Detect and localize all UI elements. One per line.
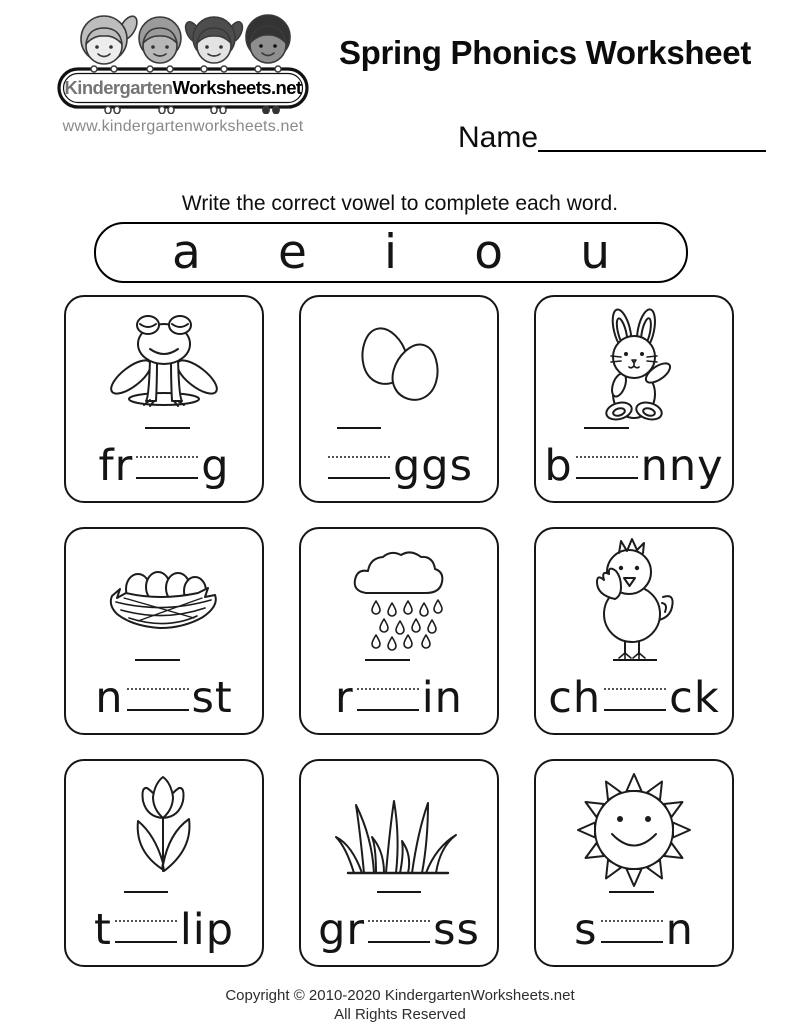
instruction-text: Write the correct vowel to complete each word. <box>181 192 619 215</box>
vowel-letter: u <box>580 225 610 280</box>
word-prefix: t <box>93 905 112 955</box>
word-with-blank <box>93 891 235 955</box>
word-with-blank <box>325 427 473 491</box>
brand-second: Worksheets.net <box>172 77 302 98</box>
vowel-letter: i <box>384 225 398 280</box>
answer-blank <box>368 891 430 943</box>
word-with-blank <box>574 891 694 955</box>
brand-text <box>59 69 307 107</box>
answer-blank <box>601 891 663 943</box>
word-suffix: ss <box>433 905 480 955</box>
word-suffix: nny <box>640 441 724 491</box>
word-card-rain <box>299 527 499 735</box>
frog-icon <box>106 313 222 419</box>
word-prefix: n <box>95 673 124 723</box>
word-with-blank <box>318 891 480 955</box>
word-with-blank <box>335 659 463 723</box>
word-with-blank <box>98 427 230 491</box>
word-with-blank <box>95 659 233 723</box>
word-card-grid <box>64 295 734 967</box>
website-url: www.kindergartenworksheets.net <box>62 118 304 135</box>
footer-copyright: Copyright © 2010-2020 KindergartenWorksheets.net <box>225 987 575 1004</box>
chick-icon <box>575 537 693 659</box>
vowel-bank <box>94 222 688 283</box>
word-prefix: s <box>574 905 598 955</box>
word-prefix: ch <box>548 673 602 723</box>
answer-blank <box>127 659 189 711</box>
nest-icon <box>98 556 230 640</box>
word-suffix: n <box>665 905 694 955</box>
word-prefix: gr <box>318 905 366 955</box>
vowel-letter: o <box>474 225 504 280</box>
rain-icon <box>340 543 458 653</box>
word-suffix: in <box>421 673 463 723</box>
answer-blank <box>136 427 198 479</box>
footer <box>0 986 800 1024</box>
word-card-nest <box>64 527 264 735</box>
logo-box <box>56 12 310 114</box>
word-with-blank <box>548 659 720 723</box>
word-suffix: lip <box>179 905 235 955</box>
word-card-eggs <box>299 295 499 503</box>
vowel-letter: a <box>172 225 201 280</box>
tulip-icon <box>105 771 223 889</box>
word-card-chick <box>534 527 734 735</box>
word-suffix: g <box>201 441 230 491</box>
answer-blank <box>328 427 390 479</box>
answer-blank <box>357 659 419 711</box>
answer-blank <box>576 427 638 479</box>
word-prefix: r <box>335 673 354 723</box>
word-prefix: fr <box>98 441 134 491</box>
brand-first: Kindergarten <box>64 77 173 98</box>
name-write-line <box>538 120 766 152</box>
footer-rights: All Rights Reserved <box>334 1006 466 1024</box>
bunny-icon <box>574 307 694 425</box>
word-card-frog <box>64 295 264 503</box>
word-card-bunny <box>534 295 734 503</box>
grass-icon <box>334 783 464 877</box>
vowel-letter: e <box>277 225 307 280</box>
word-suffix: ck <box>669 673 720 723</box>
site-logo <box>56 12 310 136</box>
word-suffix: st <box>191 673 233 723</box>
word-with-blank <box>544 427 724 491</box>
eggs-icon <box>340 316 458 416</box>
word-card-tulip <box>64 759 264 967</box>
page-title: Spring Phonics Worksheet <box>338 34 752 71</box>
word-suffix: ggs <box>393 441 473 491</box>
word-card-grass <box>299 759 499 967</box>
answer-blank <box>115 891 177 943</box>
word-card-sun <box>534 759 734 967</box>
name-row <box>458 120 766 155</box>
answer-blank <box>604 659 666 711</box>
sun-icon <box>575 773 693 887</box>
name-label: Name <box>458 120 539 154</box>
word-prefix: b <box>544 441 573 491</box>
